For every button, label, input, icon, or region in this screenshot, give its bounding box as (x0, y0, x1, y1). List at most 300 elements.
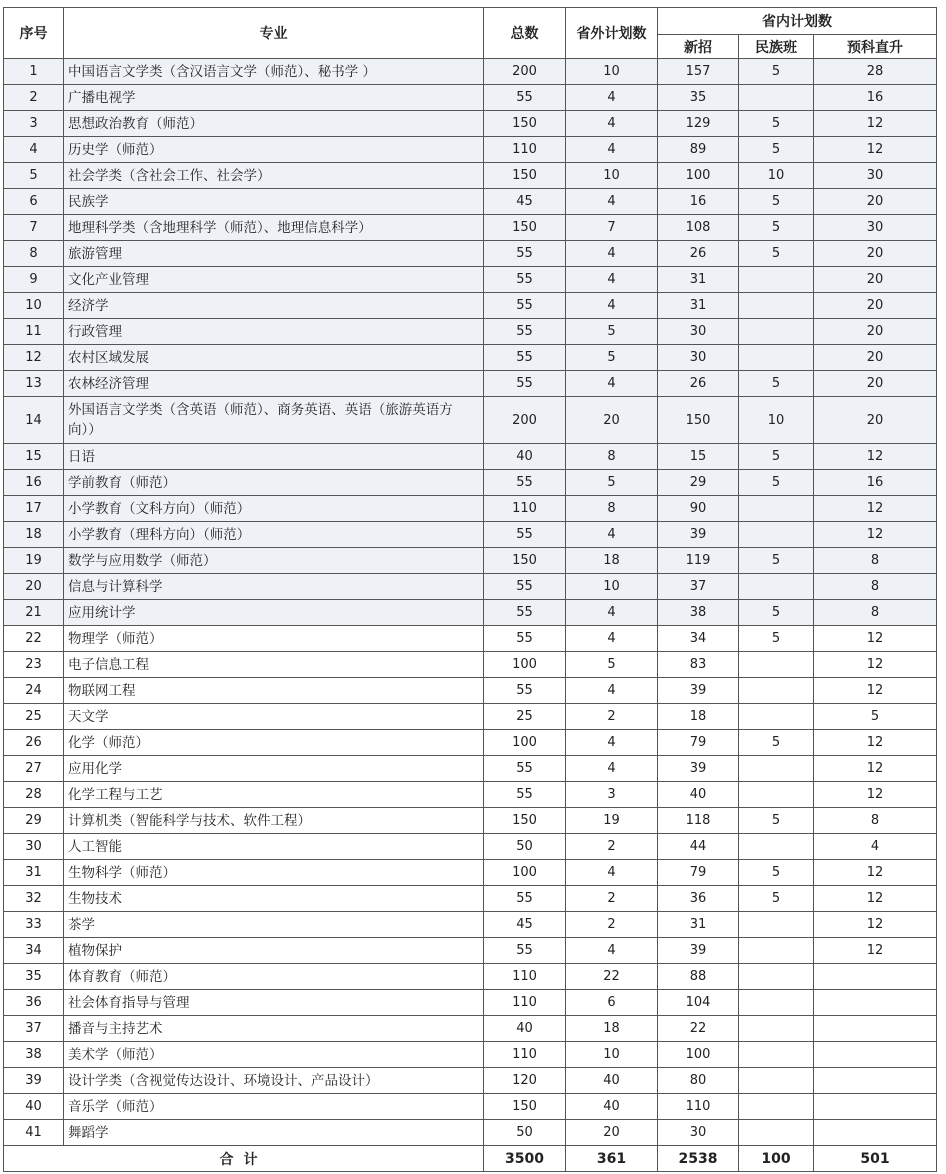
cell-index: 23 (4, 652, 64, 678)
cell-prep: 12 (814, 886, 937, 912)
cell-index: 32 (4, 886, 64, 912)
cell-major: 民族学 (64, 189, 484, 215)
cell-prep: 12 (814, 678, 937, 704)
table-row (4, 600, 937, 626)
cell-new: 31 (658, 267, 739, 293)
cell-index: 5 (4, 163, 64, 189)
cell-out-province: 4 (566, 267, 658, 293)
cell-index: 15 (4, 444, 64, 470)
cell-major: 社会体育指导与管理 (64, 990, 484, 1016)
cell-total: 110 (484, 1042, 566, 1068)
cell-total: 55 (484, 626, 566, 652)
cell-index: 41 (4, 1120, 64, 1146)
cell-total: 110 (484, 964, 566, 990)
table-row (4, 163, 937, 189)
cell-prep (814, 990, 937, 1016)
cell-ethnic: 5 (739, 470, 814, 496)
cell-new: 29 (658, 470, 739, 496)
cell-new: 79 (658, 860, 739, 886)
cell-prep (814, 1042, 937, 1068)
cell-total: 150 (484, 548, 566, 574)
cell-prep: 20 (814, 293, 937, 319)
table-row (4, 990, 937, 1016)
cell-total: 200 (484, 59, 566, 85)
cell-new: 34 (658, 626, 739, 652)
header-row-1 (4, 8, 937, 35)
table-row (4, 215, 937, 241)
cell-ethnic: 10 (739, 163, 814, 189)
cell-major: 外国语言文学类（含英语（师范）、商务英语、英语（旅游英语方向）） (64, 397, 484, 444)
cell-index: 13 (4, 371, 64, 397)
cell-ethnic (739, 912, 814, 938)
cell-out-province: 4 (566, 137, 658, 163)
table-body (4, 59, 937, 1146)
table-row (4, 345, 937, 371)
cell-out-province: 10 (566, 163, 658, 189)
cell-major: 播音与主持艺术 (64, 1016, 484, 1042)
cell-index: 35 (4, 964, 64, 990)
cell-total: 150 (484, 111, 566, 137)
cell-ethnic: 5 (739, 215, 814, 241)
table-row (4, 137, 937, 163)
cell-out-province: 6 (566, 990, 658, 1016)
cell-new: 157 (658, 59, 739, 85)
cell-new: 100 (658, 1042, 739, 1068)
cell-new: 150 (658, 397, 739, 444)
cell-index: 34 (4, 938, 64, 964)
cell-major: 学前教育（师范） (64, 470, 484, 496)
table-row (4, 548, 937, 574)
cell-total: 40 (484, 444, 566, 470)
cell-ethnic (739, 319, 814, 345)
table-row (4, 444, 937, 470)
cell-out-province: 5 (566, 319, 658, 345)
cell-new: 89 (658, 137, 739, 163)
cell-major: 体育教育（师范） (64, 964, 484, 990)
cell-total: 55 (484, 319, 566, 345)
table-row (4, 189, 937, 215)
table-row (4, 938, 937, 964)
cell-out-province: 7 (566, 215, 658, 241)
cell-major: 广播电视学 (64, 85, 484, 111)
cell-major: 数学与应用数学（师范） (64, 548, 484, 574)
cell-major: 植物保护 (64, 938, 484, 964)
cell-out-province: 5 (566, 652, 658, 678)
cell-index: 38 (4, 1042, 64, 1068)
cell-ethnic: 5 (739, 548, 814, 574)
cell-new: 39 (658, 756, 739, 782)
table-row (4, 626, 937, 652)
cell-major: 设计学类（含视觉传达设计、环境设计、产品设计） (64, 1068, 484, 1094)
cell-ethnic: 5 (739, 59, 814, 85)
cell-total: 200 (484, 397, 566, 444)
header-new: 新招 (658, 35, 739, 59)
cell-index: 37 (4, 1016, 64, 1042)
cell-total: 110 (484, 990, 566, 1016)
cell-index: 30 (4, 834, 64, 860)
cell-ethnic: 5 (739, 600, 814, 626)
cell-out-province: 4 (566, 111, 658, 137)
cell-prep (814, 964, 937, 990)
cell-new: 104 (658, 990, 739, 1016)
cell-new: 38 (658, 600, 739, 626)
cell-major: 舞蹈学 (64, 1120, 484, 1146)
cell-total: 150 (484, 163, 566, 189)
cell-new: 129 (658, 111, 739, 137)
cell-index: 4 (4, 137, 64, 163)
cell-prep: 20 (814, 319, 937, 345)
table-row (4, 1016, 937, 1042)
cell-total: 55 (484, 470, 566, 496)
cell-prep: 5 (814, 704, 937, 730)
cell-prep: 12 (814, 756, 937, 782)
table-row (4, 319, 937, 345)
cell-index: 24 (4, 678, 64, 704)
table-row (4, 782, 937, 808)
table-row (4, 293, 937, 319)
cell-out-province: 4 (566, 756, 658, 782)
cell-major: 生物技术 (64, 886, 484, 912)
cell-prep (814, 1068, 937, 1094)
cell-ethnic (739, 345, 814, 371)
cell-prep: 20 (814, 371, 937, 397)
cell-ethnic: 5 (739, 111, 814, 137)
cell-new: 18 (658, 704, 739, 730)
cell-prep: 16 (814, 470, 937, 496)
summary-total: 3500 (484, 1146, 566, 1172)
cell-new: 36 (658, 886, 739, 912)
cell-total: 25 (484, 704, 566, 730)
cell-ethnic (739, 964, 814, 990)
cell-ethnic: 5 (739, 137, 814, 163)
cell-out-province: 2 (566, 912, 658, 938)
cell-total: 55 (484, 782, 566, 808)
cell-new: 26 (658, 371, 739, 397)
table-row (4, 241, 937, 267)
cell-new: 80 (658, 1068, 739, 1094)
cell-index: 31 (4, 860, 64, 886)
cell-new: 31 (658, 293, 739, 319)
table-row (4, 397, 937, 444)
cell-ethnic: 5 (739, 189, 814, 215)
cell-prep: 12 (814, 522, 937, 548)
cell-out-province: 4 (566, 678, 658, 704)
cell-prep: 4 (814, 834, 937, 860)
cell-prep: 12 (814, 496, 937, 522)
cell-major: 小学教育（文科方向）（师范） (64, 496, 484, 522)
cell-total: 120 (484, 1068, 566, 1094)
cell-out-province: 20 (566, 397, 658, 444)
table-row (4, 756, 937, 782)
cell-total: 50 (484, 834, 566, 860)
cell-new: 88 (658, 964, 739, 990)
cell-ethnic: 5 (739, 730, 814, 756)
cell-ethnic (739, 85, 814, 111)
header-major: 专业 (64, 8, 484, 59)
cell-index: 27 (4, 756, 64, 782)
cell-out-province: 8 (566, 496, 658, 522)
cell-total: 55 (484, 678, 566, 704)
cell-major: 天文学 (64, 704, 484, 730)
cell-out-province: 22 (566, 964, 658, 990)
cell-ethnic (739, 652, 814, 678)
cell-index: 1 (4, 59, 64, 85)
cell-ethnic (739, 1042, 814, 1068)
cell-out-province: 2 (566, 834, 658, 860)
cell-total: 100 (484, 730, 566, 756)
cell-new: 35 (658, 85, 739, 111)
table-row (4, 652, 937, 678)
cell-major: 中国语言文学类（含汉语言文学（师范）、秘书学 ） (64, 59, 484, 85)
cell-out-province: 5 (566, 470, 658, 496)
cell-new: 31 (658, 912, 739, 938)
cell-prep: 12 (814, 938, 937, 964)
cell-total: 55 (484, 600, 566, 626)
cell-out-province: 40 (566, 1094, 658, 1120)
cell-major: 社会学类（含社会工作、社会学） (64, 163, 484, 189)
cell-new: 39 (658, 522, 739, 548)
cell-total: 110 (484, 496, 566, 522)
cell-major: 地理科学类（含地理科学（师范）、地理信息科学） (64, 215, 484, 241)
header-prep: 预科直升 (814, 35, 937, 59)
cell-index: 2 (4, 85, 64, 111)
cell-out-province: 4 (566, 730, 658, 756)
cell-index: 6 (4, 189, 64, 215)
cell-total: 110 (484, 137, 566, 163)
cell-prep: 20 (814, 241, 937, 267)
cell-out-province: 4 (566, 241, 658, 267)
cell-ethnic (739, 1120, 814, 1146)
cell-major: 应用统计学 (64, 600, 484, 626)
cell-ethnic: 5 (739, 444, 814, 470)
cell-out-province: 18 (566, 548, 658, 574)
cell-out-province: 19 (566, 808, 658, 834)
cell-prep (814, 1016, 937, 1042)
cell-total: 55 (484, 267, 566, 293)
table-row (4, 522, 937, 548)
cell-major: 计算机类（智能科学与技术、软件工程） (64, 808, 484, 834)
cell-ethnic (739, 1094, 814, 1120)
cell-total: 55 (484, 756, 566, 782)
cell-new: 26 (658, 241, 739, 267)
cell-total: 55 (484, 293, 566, 319)
cell-new: 108 (658, 215, 739, 241)
cell-prep: 12 (814, 652, 937, 678)
cell-prep: 28 (814, 59, 937, 85)
summary-ethnic: 100 (739, 1146, 814, 1172)
cell-new: 30 (658, 319, 739, 345)
cell-ethnic (739, 678, 814, 704)
table-row (4, 912, 937, 938)
cell-ethnic (739, 574, 814, 600)
cell-prep: 16 (814, 85, 937, 111)
cell-out-province: 10 (566, 1042, 658, 1068)
table-row (4, 574, 937, 600)
cell-index: 10 (4, 293, 64, 319)
cell-index: 21 (4, 600, 64, 626)
cell-ethnic: 5 (739, 886, 814, 912)
cell-index: 18 (4, 522, 64, 548)
cell-out-province: 4 (566, 85, 658, 111)
cell-index: 29 (4, 808, 64, 834)
cell-out-province: 4 (566, 522, 658, 548)
cell-new: 22 (658, 1016, 739, 1042)
cell-ethnic: 5 (739, 241, 814, 267)
cell-ethnic (739, 522, 814, 548)
cell-out-province: 3 (566, 782, 658, 808)
cell-total: 40 (484, 1016, 566, 1042)
cell-total: 45 (484, 189, 566, 215)
cell-total: 150 (484, 1094, 566, 1120)
cell-prep: 30 (814, 163, 937, 189)
cell-ethnic: 5 (739, 626, 814, 652)
cell-prep: 12 (814, 111, 937, 137)
cell-index: 16 (4, 470, 64, 496)
cell-prep: 12 (814, 912, 937, 938)
cell-index: 22 (4, 626, 64, 652)
cell-out-province: 18 (566, 1016, 658, 1042)
cell-index: 28 (4, 782, 64, 808)
cell-major: 日语 (64, 444, 484, 470)
cell-ethnic: 5 (739, 371, 814, 397)
cell-prep: 20 (814, 345, 937, 371)
cell-total: 55 (484, 85, 566, 111)
cell-major: 文化产业管理 (64, 267, 484, 293)
cell-ethnic (739, 496, 814, 522)
cell-index: 40 (4, 1094, 64, 1120)
cell-major: 小学教育（理科方向）（师范） (64, 522, 484, 548)
cell-total: 55 (484, 345, 566, 371)
header-total: 总数 (484, 8, 566, 59)
cell-out-province: 2 (566, 704, 658, 730)
cell-prep: 8 (814, 600, 937, 626)
cell-prep: 8 (814, 574, 937, 600)
cell-major: 美术学（师范） (64, 1042, 484, 1068)
header-ethnic: 民族班 (739, 35, 814, 59)
cell-prep: 20 (814, 189, 937, 215)
cell-prep (814, 1120, 937, 1146)
cell-new: 100 (658, 163, 739, 189)
table-row (4, 1068, 937, 1094)
cell-out-province: 2 (566, 886, 658, 912)
cell-index: 33 (4, 912, 64, 938)
cell-total: 150 (484, 215, 566, 241)
cell-prep: 12 (814, 730, 937, 756)
table-row (4, 808, 937, 834)
cell-new: 79 (658, 730, 739, 756)
cell-prep: 8 (814, 548, 937, 574)
table-row (4, 371, 937, 397)
cell-ethnic (739, 267, 814, 293)
cell-major: 旅游管理 (64, 241, 484, 267)
cell-ethnic (739, 990, 814, 1016)
cell-out-province: 4 (566, 293, 658, 319)
cell-index: 11 (4, 319, 64, 345)
cell-new: 83 (658, 652, 739, 678)
cell-major: 农林经济管理 (64, 371, 484, 397)
cell-total: 50 (484, 1120, 566, 1146)
cell-total: 55 (484, 522, 566, 548)
cell-major: 思想政治教育（师范） (64, 111, 484, 137)
cell-major: 化学工程与工艺 (64, 782, 484, 808)
cell-prep: 30 (814, 215, 937, 241)
table-row (4, 1042, 937, 1068)
cell-new: 44 (658, 834, 739, 860)
cell-index: 26 (4, 730, 64, 756)
cell-total: 150 (484, 808, 566, 834)
table-row (4, 496, 937, 522)
cell-major: 人工智能 (64, 834, 484, 860)
cell-major: 茶学 (64, 912, 484, 938)
cell-ethnic: 10 (739, 397, 814, 444)
cell-index: 3 (4, 111, 64, 137)
cell-out-province: 4 (566, 860, 658, 886)
table-row (4, 59, 937, 85)
enrollment-plan-table (3, 7, 937, 1172)
table-row (4, 111, 937, 137)
cell-new: 30 (658, 1120, 739, 1146)
cell-new: 30 (658, 345, 739, 371)
cell-out-province: 4 (566, 371, 658, 397)
cell-new: 39 (658, 938, 739, 964)
cell-index: 14 (4, 397, 64, 444)
table-row (4, 1120, 937, 1146)
cell-total: 100 (484, 860, 566, 886)
cell-out-province: 20 (566, 1120, 658, 1146)
cell-index: 9 (4, 267, 64, 293)
cell-major: 信息与计算科学 (64, 574, 484, 600)
cell-ethnic (739, 782, 814, 808)
cell-total: 55 (484, 371, 566, 397)
cell-index: 7 (4, 215, 64, 241)
cell-out-province: 4 (566, 938, 658, 964)
cell-prep (814, 1094, 937, 1120)
cell-ethnic (739, 834, 814, 860)
cell-ethnic (739, 756, 814, 782)
cell-out-province: 4 (566, 600, 658, 626)
table-row (4, 85, 937, 111)
cell-out-province: 4 (566, 189, 658, 215)
cell-ethnic: 5 (739, 808, 814, 834)
cell-total: 55 (484, 886, 566, 912)
cell-major: 音乐学（师范） (64, 1094, 484, 1120)
cell-major: 历史学（师范） (64, 137, 484, 163)
header-out-province: 省外计划数 (566, 8, 658, 59)
cell-new: 118 (658, 808, 739, 834)
summary-row (4, 1146, 937, 1172)
cell-prep: 20 (814, 267, 937, 293)
cell-total: 100 (484, 652, 566, 678)
summary-out: 361 (566, 1146, 658, 1172)
cell-ethnic (739, 1068, 814, 1094)
cell-index: 19 (4, 548, 64, 574)
cell-major: 应用化学 (64, 756, 484, 782)
cell-out-province: 8 (566, 444, 658, 470)
table-row (4, 886, 937, 912)
table-row (4, 470, 937, 496)
table-row (4, 704, 937, 730)
table-row (4, 834, 937, 860)
table-row (4, 678, 937, 704)
cell-index: 12 (4, 345, 64, 371)
summary-label: 合计 (4, 1146, 484, 1172)
table-row (4, 964, 937, 990)
cell-major: 化学（师范） (64, 730, 484, 756)
cell-ethnic (739, 293, 814, 319)
table-row (4, 860, 937, 886)
cell-new: 110 (658, 1094, 739, 1120)
cell-new: 39 (658, 678, 739, 704)
